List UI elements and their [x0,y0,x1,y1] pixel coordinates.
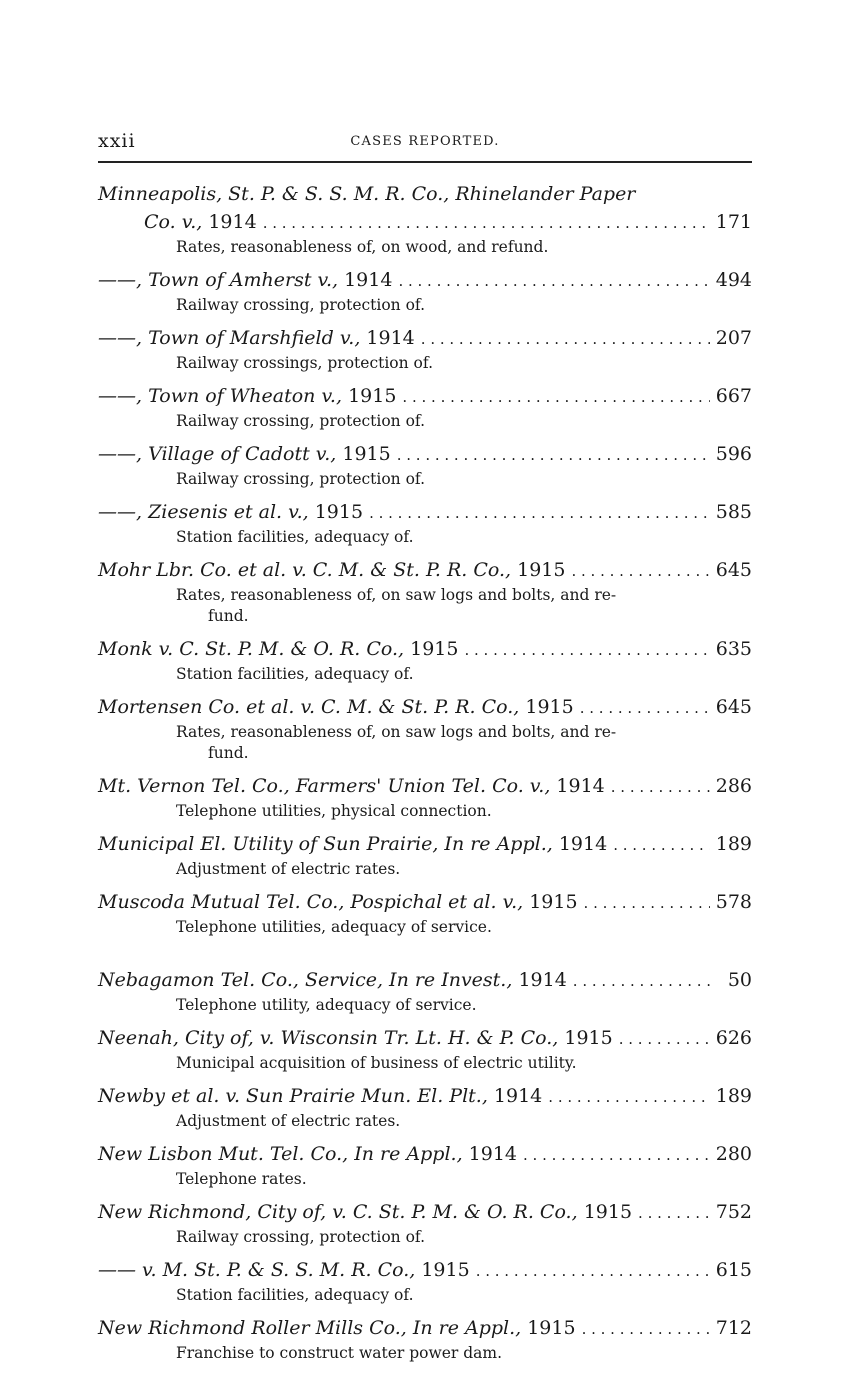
case-year: 1915 [529,891,578,913]
case-entry [98,966,752,1016]
case-description: Telephone utility, adequacy of service. [176,996,477,1014]
dot-leader [523,1141,710,1169]
case-title: ——, Town of Wheaton v., 1915 [98,385,397,407]
dot-leader [464,636,709,664]
case-page-number: 280 [715,1143,752,1165]
case-entry [98,266,752,316]
case-title: Nebagamon Tel. Co., Service, In re Invest., 1914 [98,969,567,991]
case-entry [98,1256,752,1306]
case-description: Telephone utilities, adequacy of service. [176,918,492,936]
case-title: Newby et al. v. Sun Prairie Mun. El. Plt., 1914 [98,1085,543,1107]
case-title: ——, Village of Cadott v., 1915 [98,443,391,465]
case-entry [98,556,752,627]
case-description: Telephone rates. [176,1170,307,1188]
case-year: 1914 [558,833,608,855]
case-year: 1915 [583,1201,633,1223]
case-entry [98,693,752,764]
dot-leader [571,557,709,585]
case-entry [98,1198,752,1248]
case-page-number: 596 [715,443,752,465]
case-title: Neenah, City of, v. Wisconsin Tr. Lt. H. & P. Co., 1915 [98,1027,613,1049]
case-description: Franchise to construct water power dam. [176,1344,503,1362]
case-entry [98,888,752,938]
case-title: ——, Town of Marshfield v., 1914 [98,327,415,349]
case-description: Railway crossing, protection of. [176,296,426,314]
case-year: 1914 [493,1085,543,1107]
dot-leader [402,383,709,411]
case-entry [98,1314,752,1364]
case-page-number: 645 [715,559,752,581]
case-description: Station facilities, adequacy of. [176,528,414,546]
case-title: Mohr Lbr. Co. et al. v. C. M. & St. P. R. Co., 1915 [98,559,566,581]
case-page-number: 635 [715,638,752,660]
case-page-number: 615 [715,1259,752,1281]
dot-leader [476,1257,710,1285]
case-entry [98,440,752,490]
case-entry [98,1140,752,1190]
case-title: ——, Ziesenis et al. v., 1915 [98,501,364,523]
case-title: Muscoda Mutual Tel. Co., Pospichal et al. v., 1915 [98,891,578,913]
dot-leader [580,694,710,722]
case-year: 1915 [517,559,566,581]
case-description-continued: fund. [208,607,249,625]
case-year: 1915 [410,638,459,660]
dot-leader [584,889,710,917]
case-description: Station facilities, adequacy of. [176,665,414,683]
case-description: Station facilities, adequacy of. [176,1286,414,1304]
header-rule [98,161,752,163]
case-list [98,180,752,1372]
case-year: 1914 [208,211,257,233]
case-year: 1915 [342,443,391,465]
case-year: 1914 [344,269,393,291]
case-year: 1914 [366,327,415,349]
case-description: Municipal acquisition of business of electric utility. [176,1054,577,1072]
case-description: Adjustment of electric rates. [176,860,401,878]
case-entry [98,772,752,822]
case-title: Monk v. C. St. P. M. & O. R. Co., 1915 [98,638,459,660]
case-description-continued: fund. [208,744,249,762]
case-year: 1914 [518,969,567,991]
case-description: Railway crossings, protection of. [176,354,433,372]
case-description: Rates, reasonableness of, on wood, and refund. [176,238,549,256]
case-entry [98,324,752,374]
case-page-number: 626 [715,1027,752,1049]
case-title-line2: Co. v., 1914 [144,211,257,233]
page-folio: xxii [98,130,136,152]
case-year: 1915 [564,1027,613,1049]
dot-leader [611,773,710,801]
case-page-number: 207 [715,327,752,349]
case-entry [98,180,752,258]
dot-leader [397,441,710,469]
case-entry [98,498,752,548]
case-page-number: 189 [715,1085,752,1107]
dot-leader [421,325,710,353]
case-description: Railway crossing, protection of. [176,470,426,488]
case-entry [98,1082,752,1132]
case-title-line1: Minneapolis, St. P. & S. S. M. R. Co., Rhinelander Paper [98,183,636,205]
case-entry [98,382,752,432]
dot-leader [573,967,710,995]
case-page-number: 50 [727,969,752,991]
dot-leader [638,1199,710,1227]
dot-leader [619,1025,710,1053]
case-page-number: 585 [715,501,752,523]
case-page-number: 286 [715,775,752,797]
case-description: Rates, reasonableness of, on saw logs and bolts, and re- [176,586,617,604]
case-description: Railway crossing, protection of. [176,412,426,430]
case-entry [98,1024,752,1074]
case-title: New Richmond Roller Mills Co., In re Appl., 1915 [98,1317,576,1339]
case-description: Railway crossing, protection of. [176,1228,426,1246]
case-year: 1915 [527,1317,576,1339]
case-description: Telephone utilities, physical connection. [176,802,492,820]
dot-leader [613,831,710,859]
case-description: Adjustment of electric rates. [176,1112,401,1130]
case-title: Mortensen Co. et al. v. C. M. & St. P. R. Co., 1915 [98,696,574,718]
case-title: Municipal El. Utility of Sun Prairie, In re Appl., 1914 [98,833,608,855]
dot-leader [369,499,710,527]
case-title: ——, Town of Amherst v., 1914 [98,269,393,291]
case-title: —— v. M. St. P. & S. S. M. R. Co., 1915 [98,1259,470,1281]
case-title: New Lisbon Mut. Tel. Co., In re Appl., 1914 [98,1143,518,1165]
case-page-number: 712 [715,1317,752,1339]
case-page-number: 189 [715,833,752,855]
case-page-number: 171 [715,211,752,233]
case-page-number: 578 [715,891,752,913]
page-header [98,130,752,160]
case-page-number: 667 [715,385,752,407]
case-year: 1914 [468,1143,518,1165]
case-page-number: 645 [715,696,752,718]
case-year: 1915 [525,696,574,718]
case-year: 1915 [314,501,364,523]
case-year: 1914 [556,775,605,797]
dot-leader [582,1315,710,1343]
dot-leader [263,209,710,237]
case-page-number: 494 [715,269,752,291]
case-entry [98,830,752,880]
case-page-number: 752 [715,1201,752,1223]
case-title: New Richmond, City of, v. C. St. P. M. & O. R. Co., 1915 [98,1201,633,1223]
case-description: Rates, reasonableness of, on saw logs and bolts, and re- [176,723,617,741]
case-title: Mt. Vernon Tel. Co., Farmers' Union Tel. Co. v., 1914 [98,775,605,797]
dot-leader [398,267,709,295]
running-head: CASES REPORTED. [350,134,500,149]
case-year: 1915 [421,1259,470,1281]
case-entry [98,635,752,685]
case-year: 1915 [348,385,397,407]
dot-leader [548,1083,709,1111]
